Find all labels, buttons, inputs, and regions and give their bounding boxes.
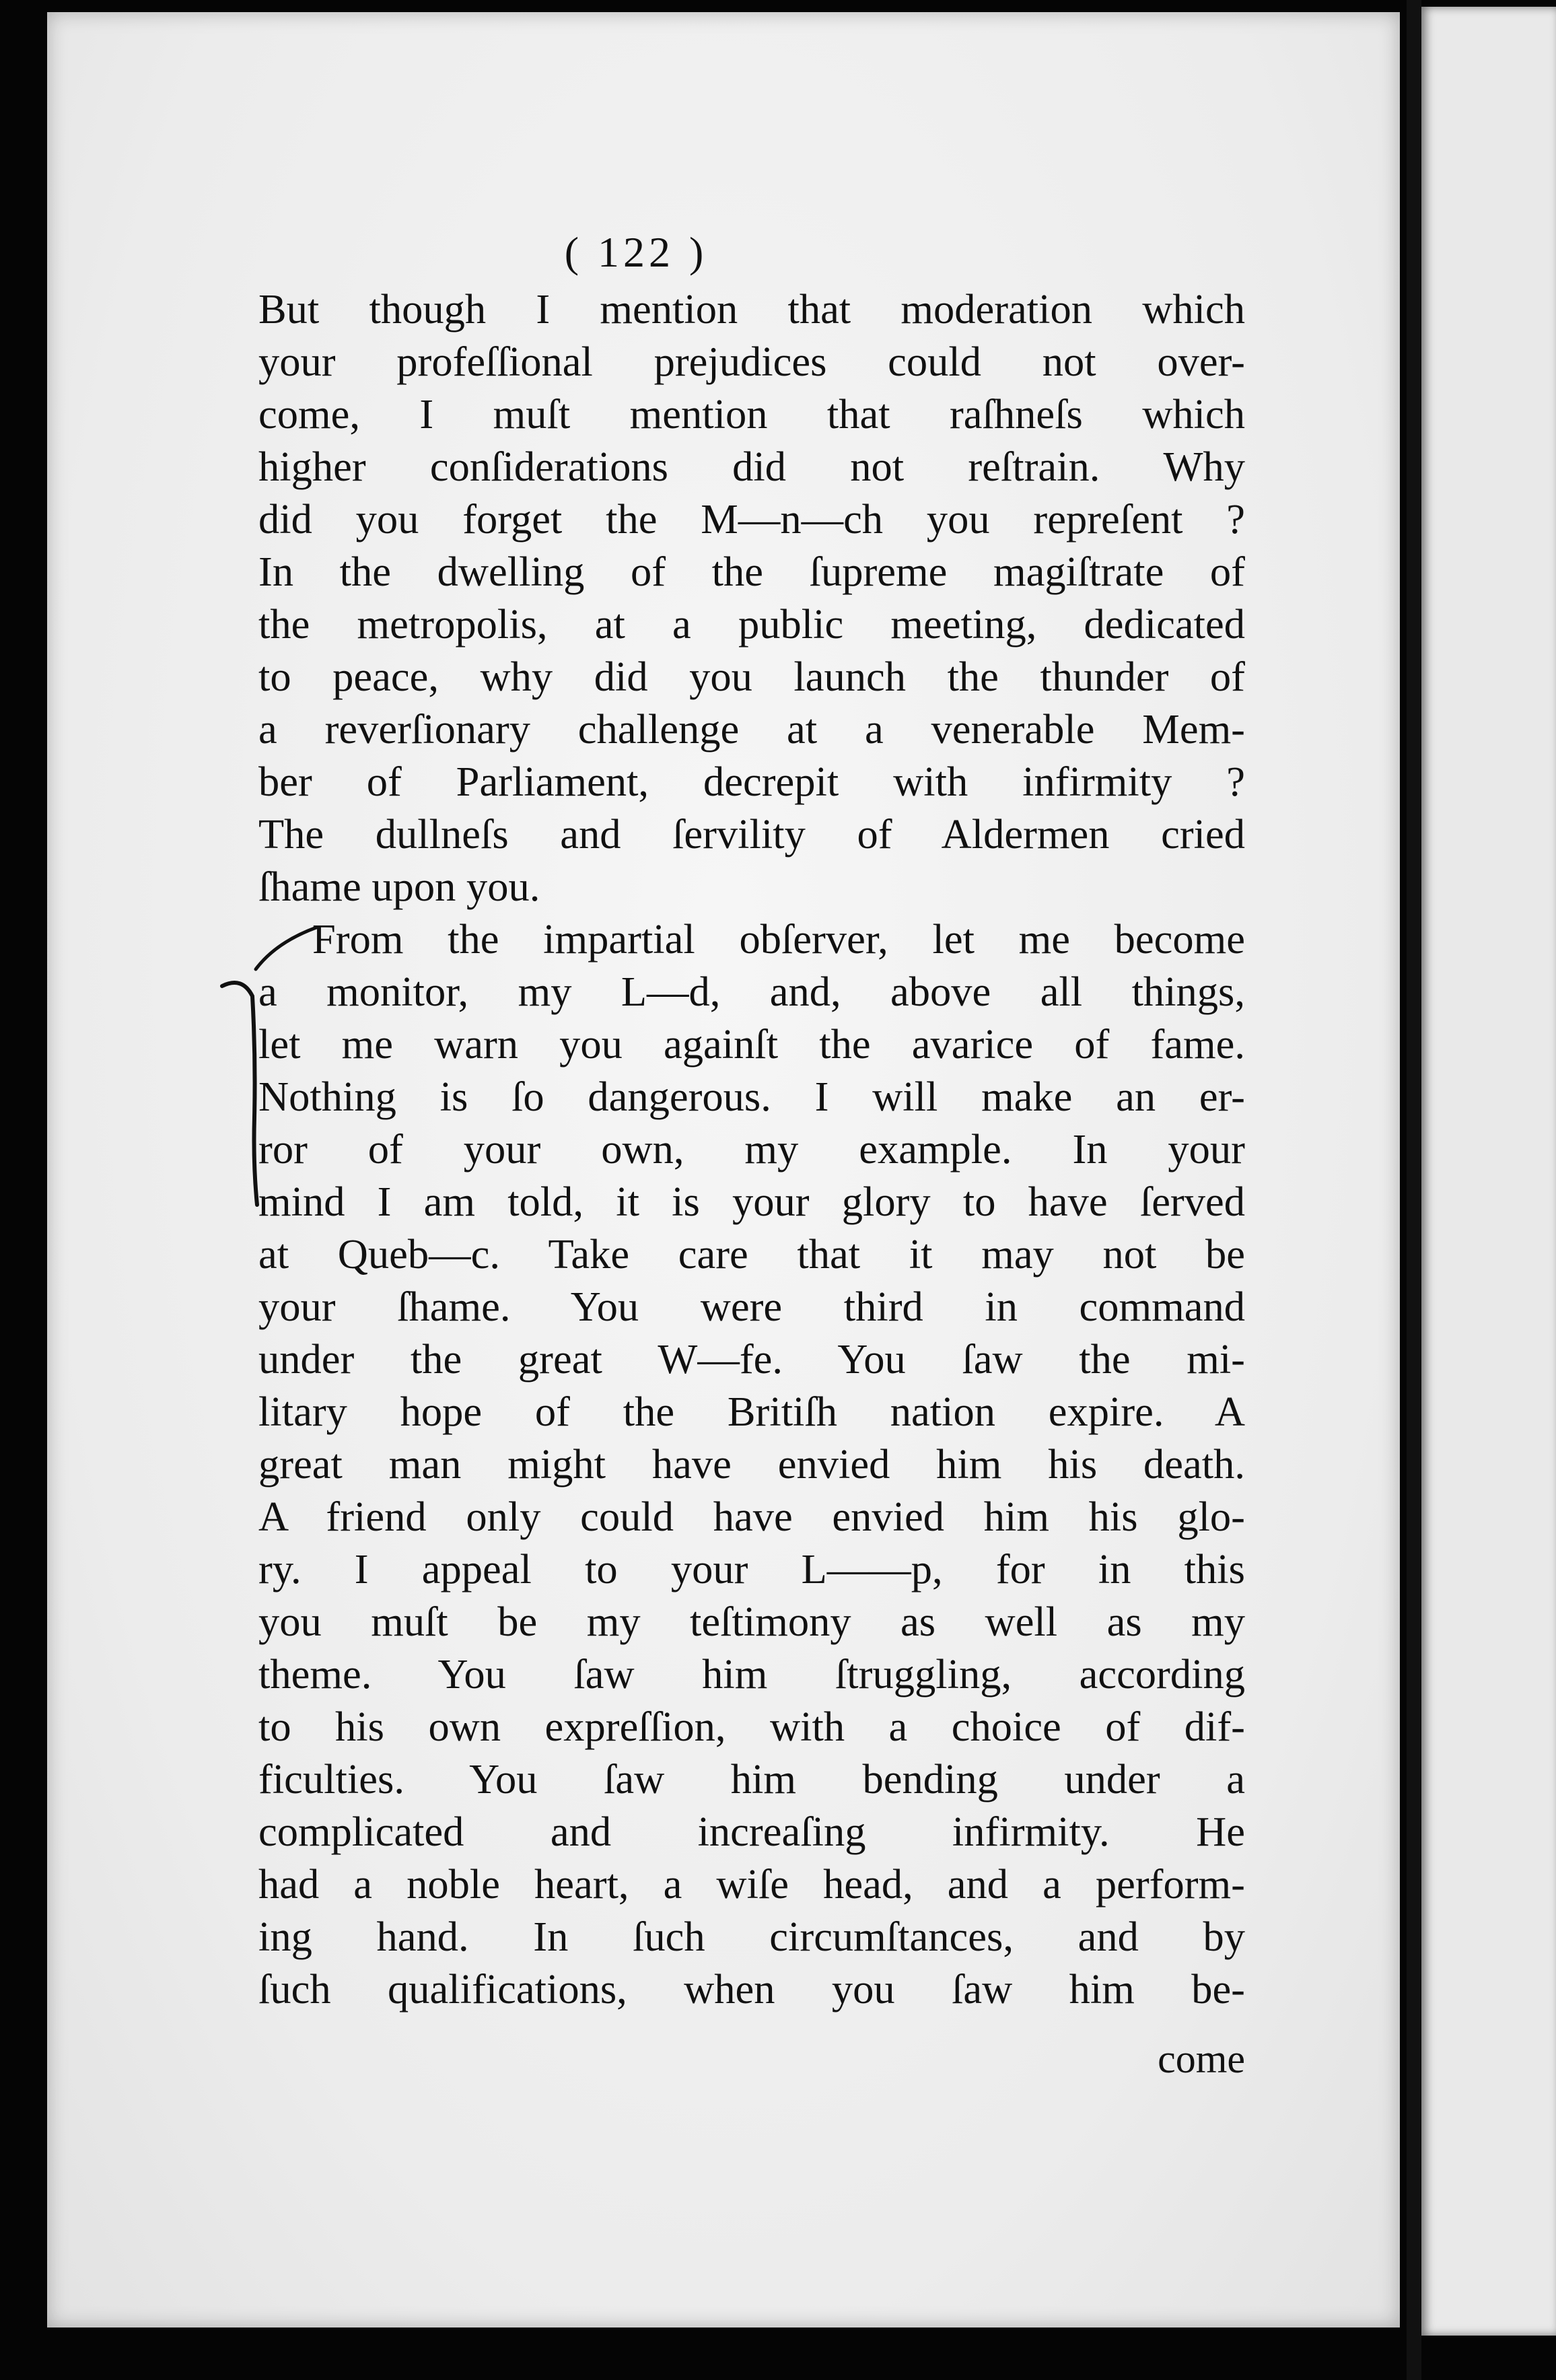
- facing-page-edge: [1421, 7, 1556, 2336]
- text-line: come, I muſt mention that raſhneſs which: [258, 390, 1245, 438]
- text-line: great man might have envied him his death.: [258, 1440, 1245, 1488]
- page-number: ( 122 ): [564, 228, 708, 276]
- text-line: a monitor, my L—d, and, above all things,: [258, 968, 1245, 1015]
- text-line: ing hand. In ſuch circumſtances, and by: [258, 1913, 1245, 1960]
- body-text: [258, 283, 1245, 2015]
- text-line: to his own expreſſion, with a choice of dif-: [258, 1703, 1245, 1750]
- text-line: the metropolis, at a public meeting, dedicated: [258, 600, 1245, 648]
- text-line: let me warn you againſt the avarice of fame.: [258, 1020, 1245, 1068]
- text-line: Nothing is ſo dangerous. I will make an er-: [258, 1073, 1245, 1120]
- text-line: at Queb—c. Take care that it may not be: [258, 1230, 1245, 1278]
- text-line: you muſt be my teſtimony as well as my: [258, 1598, 1245, 1645]
- text-line: ry. I appeal to your L——p, for in this: [258, 1545, 1245, 1593]
- text-line: higher conſiderations did not reſtrain. Why: [258, 443, 1245, 490]
- text-line: The dullneſs and ſervility of Aldermen cried: [258, 810, 1245, 858]
- text-line: But though I mention that moderation which: [258, 285, 1245, 332]
- text-line: theme. You ſaw him ſtruggling, according: [258, 1650, 1245, 1698]
- text-line: to peace, why did you launch the thunder of: [258, 653, 1245, 700]
- text-line: mind I am told, it is your glory to have ſerved: [258, 1178, 1245, 1225]
- text-line: your ſhame. You were third in command: [258, 1283, 1245, 1330]
- handwritten-margin-bracket: [215, 922, 330, 1212]
- catchword: come: [1158, 2037, 1245, 2081]
- text-line: A friend only could have envied him his glo-: [258, 1493, 1245, 1540]
- text-line: ber of Parliament, decrepit with infirmity ?: [258, 758, 1245, 805]
- text-line: litary hope of the Britiſh nation expire. A: [258, 1388, 1245, 1435]
- page-gutter: [1407, 0, 1421, 2380]
- text-line: a reverſionary challenge at a venerable Mem-: [258, 705, 1245, 753]
- text-line: had a noble heart, a wiſe head, and a perform-: [258, 1860, 1245, 1908]
- text-line: under the great W—fe. You ſaw the mi-: [258, 1335, 1245, 1382]
- text-line: did you forget the M—n—ch you repreſent ?: [258, 495, 1245, 542]
- text-line: ror of your own, my example. In your: [258, 1125, 1245, 1172]
- text-line: ficulties. You ſaw him bending under a: [258, 1755, 1245, 1803]
- paragraph-start-line: From the impartial obſerver, let me become: [312, 915, 1245, 963]
- text-line: ſuch qualifications, when you ſaw him be-: [258, 1965, 1245, 2013]
- text-line: In the dwelling of the ſupreme magiſtrate of: [258, 548, 1245, 595]
- text-line: complicated and increaſing infirmity. He: [258, 1808, 1245, 1855]
- text-line: ſhame upon you.: [258, 863, 540, 910]
- text-line: your profeſſional prejudices could not over-: [258, 338, 1245, 385]
